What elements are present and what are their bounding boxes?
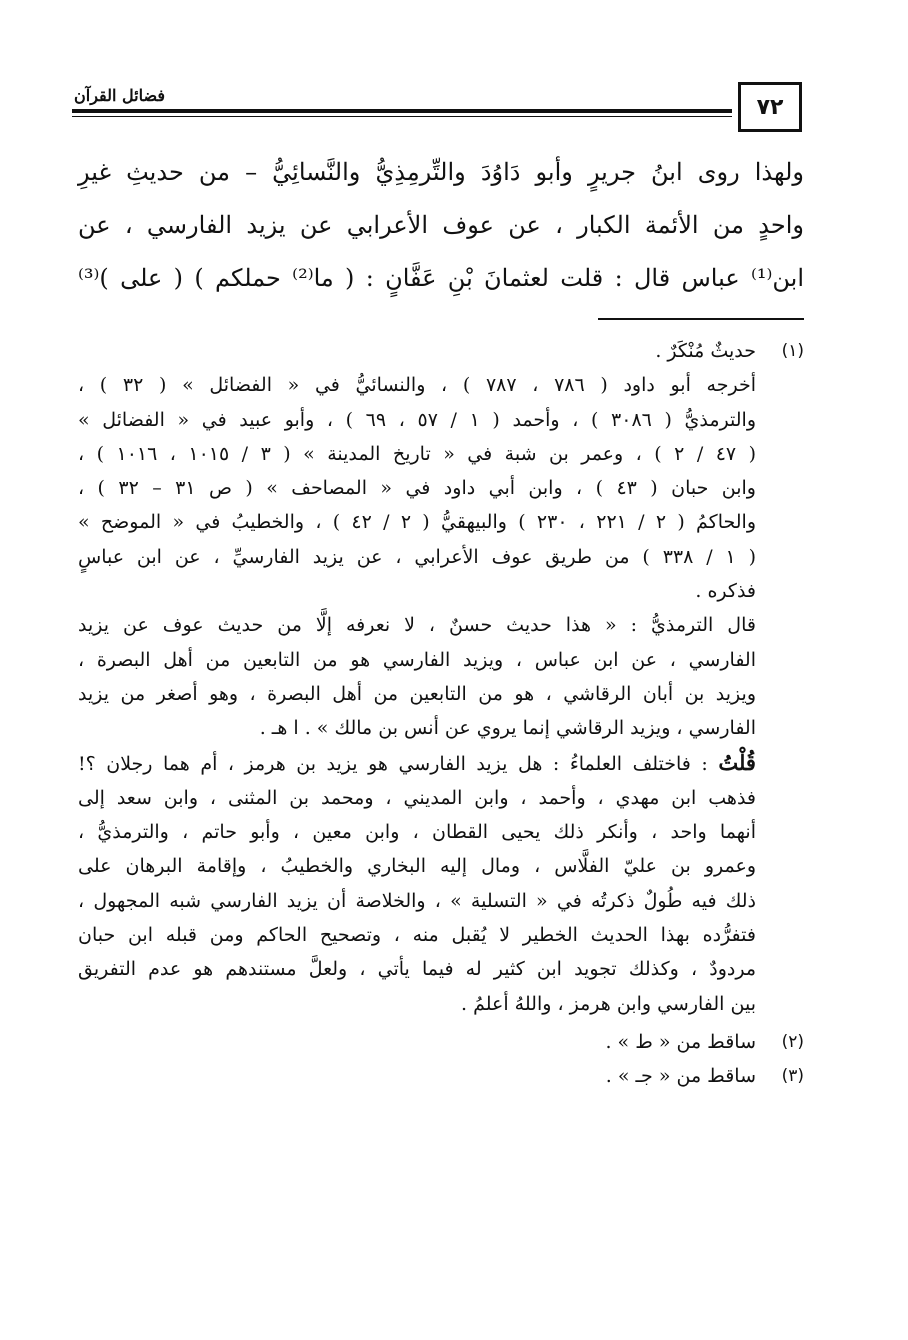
footnote-line: فتفرُّده بهذا الحديث الخطير لا يُقبل منه ، وتصحيح الحاكم ومن قبله ابن حبان [78, 924, 756, 947]
qult-lead: قُلْتُ [718, 749, 756, 775]
footnote-line: بين الفارسي وابن هرمز ، واللهُ أعلمُ . [461, 992, 756, 1015]
footnote-number: (٢) [781, 1031, 804, 1052]
footnote-line: ( ١ / ٣٣٨ ) من طريق عوف الأعرابي ، عن يزيد الفارسيِّ ، عن ابن عباسٍ [78, 545, 757, 568]
footnote-line [78, 746, 756, 781]
footnote-number: (٣) [781, 1066, 804, 1087]
page-number: ٧٢ [738, 82, 802, 132]
footnote-line: فذكره . [695, 580, 756, 603]
footnote-text: ساقط من « جـ » . [605, 1065, 756, 1088]
footnote-line: أنهما واحد ، وأنكر ذلك يحيى القطان ، وابن معين ، وأبو حاتم ، والترمذيُّ ، [78, 821, 756, 844]
footnote-1 [78, 334, 804, 368]
footnote-line: والترمذيُّ ( ٣٠٨٦ ) ، وأحمد ( ١ / ٥٧ ، ٦٩ ) ، وأبو عبيد في « الفضائل » [78, 408, 757, 431]
footnote-line: مردودٌ ، وكذلك تجويد ابن كثير له فيما يأتي ، ولعلَّ مستندهم هو عدم التفريق [78, 958, 756, 981]
footnote-separator [598, 318, 804, 320]
footnote-number: (١) [781, 341, 804, 361]
footnote-line: الفارسي ، عن ابن عباس ، ويزيد الفارسي هو من التابعين من أهل البصرة ، [78, 648, 756, 671]
footnote-label: حديثٌ مُنْكَرٌ . [655, 340, 756, 362]
footnote-line: وابن حبان ( ٤٣ ) ، وابن أبي داود في « المصاحف » ( ص ٣١ – ٣٢ ) ، [78, 477, 756, 500]
header-rule-thin [72, 116, 732, 117]
footnote-1-body [78, 368, 756, 1021]
footnote-line: ( ٤٧ / ٢ ) ، وعمر بن شبة في « تاريخ المدينة » ( ٣ / ١٠١٥ ، ١٠١٦ ) ، [78, 442, 757, 465]
footnote-line: ويزيد بن أبان الرقاشي ، هو من التابعين من أهل البصرة ، وهو أصغر من يزيد [78, 682, 756, 705]
header-rule [72, 109, 732, 113]
footnote-line: والحاكمُ ( ٢ / ٢٢١ ، ٢٣٠ ) والبيهقيُّ ( ٢ / ٤٢ ) ، والخطيبُ في « الموضح » [78, 511, 757, 534]
footnote-line: ذلك فيه طُولٌ ذكرتُه في « التسلية » ، والخلاصة أن يزيد الفارسي شبه المجهول ، [78, 889, 756, 912]
qult-text: : فاختلف العلماءُ : هل يزيد الفارسي هو يزيد بن هرمز ، أم هما رجلان ؟! [78, 752, 708, 775]
footnote-line: الفارسي ، ويزيد الرقاشي إنما يروي عن أنس بن مالك » . ا هـ . [259, 717, 756, 740]
footnote-text: ساقط من « ط » . [605, 1030, 756, 1053]
main-text-line: واحدٍ من الأئمة الكبار ، عن عوف الأعرابي عن يزيد الفارسي ، عن [78, 211, 804, 239]
main-text-line: ولهذا روى ابنُ جريرٍ وأبو دَاوُدَ والتِّرمِذِيُّ والنَّسائِيُّ – من حديثِ غيرِ [78, 158, 804, 186]
footnote-line: وعمرو بن عليّ الفلَّاس ، ومال إليه البخاري والخطيبُ ، وإقامة البرهان على [78, 855, 756, 878]
main-text-line: ابن⁽¹⁾ عباس قال : قلت لعثمانَ بْنِ عَفَّانٍ : ( ما⁽²⁾ حملكم ) ( على )⁽³⁾ [78, 264, 804, 292]
footnote-line: فذهب ابن مهدي ، وأحمد ، وابن المديني ، ومحمد بن المثنى ، وابن سعد إلى [78, 786, 756, 809]
footnotes [78, 334, 804, 1094]
running-title: فضائل القرآن [74, 86, 165, 105]
footnote-2 [78, 1025, 804, 1059]
footnote-line: أخرجه أبو داود ( ٧٨٦ ، ٧٨٧ ) ، والنسائيُّ في « الفضائل » ( ٣٢ ) ، [78, 374, 756, 397]
main-text [78, 146, 804, 305]
footnote-3 [78, 1059, 804, 1093]
footnote-line: قال الترمذيُّ : « هذا حديث حسنٌ ، لا نعرفه إلَّا من حديث عوف عن يزيد [78, 614, 756, 637]
